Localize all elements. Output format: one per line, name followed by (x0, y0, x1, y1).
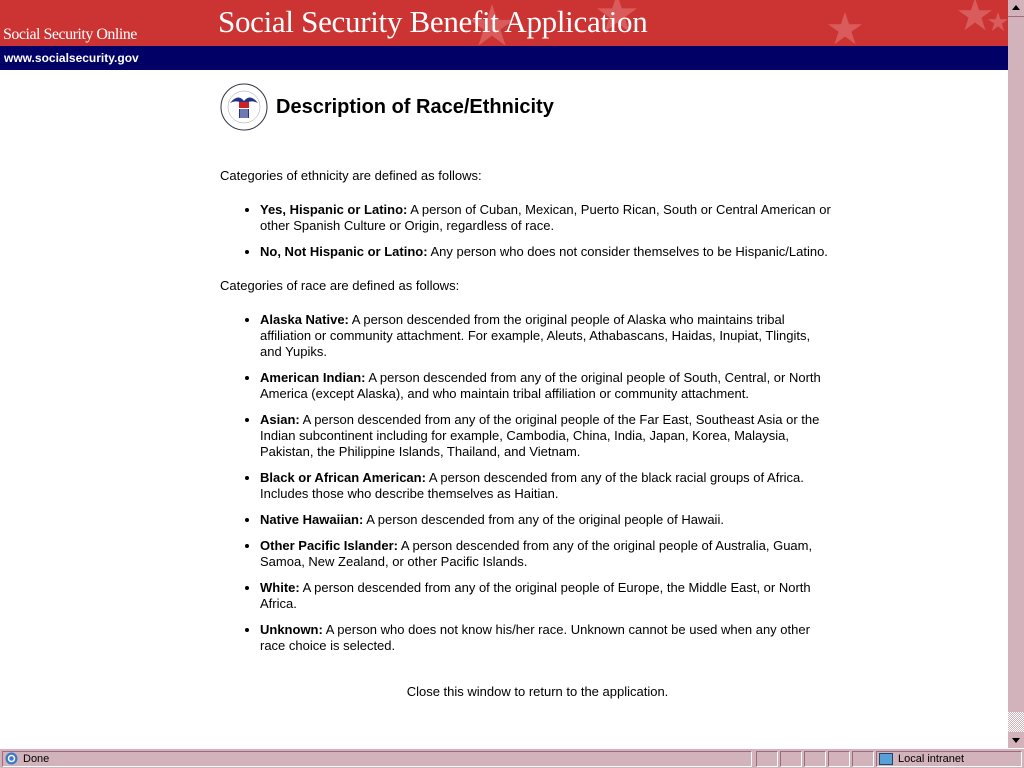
definition: A person descended from any of the black racial groups of Africa. Includes those who describe themselves as Haitian. (260, 470, 804, 501)
ethnicity-list (260, 202, 835, 260)
list-item (260, 412, 835, 460)
star-decoration-icon (828, 12, 862, 46)
security-zone-panel (876, 751, 1022, 767)
term: Black or African American: (260, 470, 426, 485)
header-banner (0, 0, 1008, 46)
status-panel (828, 751, 850, 767)
app-title: Social Security Benefit Application (218, 4, 648, 39)
race-list (260, 312, 835, 654)
ie-page-icon (5, 752, 18, 765)
term: White: (260, 580, 300, 595)
status-text-panel (2, 751, 752, 767)
term: Other Pacific Islander: (260, 538, 398, 553)
term: Native Hawaiian: (260, 512, 364, 527)
scrollbar-track[interactable] (1008, 712, 1024, 732)
site-name[interactable]: Social Security Online (3, 26, 137, 43)
site-url-link[interactable]: www.socialsecurity.gov (4, 51, 139, 65)
definition: A person who does not know his/her race. Unknown cannot be used when any other race choice is selected. (260, 622, 810, 653)
status-bar (0, 748, 1024, 768)
list-item (260, 622, 835, 654)
definition: A person descended from any of the original people of South, Central, or North America (except Alaska), and who maintain tribal affiliation or community attachment. (260, 370, 821, 401)
scroll-up-button[interactable] (1008, 0, 1024, 16)
list-item (260, 512, 835, 528)
list-item (260, 538, 835, 570)
star-decoration-icon (988, 12, 1008, 32)
scrollbar-thumb[interactable] (1008, 16, 1024, 712)
list-item (260, 470, 835, 502)
term: Asian: (260, 412, 300, 427)
page-title: Description of Race/Ethnicity (276, 96, 554, 118)
definition: A person descended from any of the original people of the Far East, Southeast Asia or the Indian subcontinent including for example, Cambodia, China, India, Japan, Korea, Malaysia, Pakistan, the Philippine Islands, Thailand, and Vietnam. (260, 412, 820, 459)
ssa-seal-logo (220, 83, 268, 131)
page-heading (220, 82, 835, 132)
close-window-note: Close this window to return to the application. (406, 684, 669, 699)
status-panel (780, 751, 802, 767)
term: American Indian: (260, 370, 366, 385)
definition: Any person who does not consider themselves to be Hispanic/Latino. (427, 244, 828, 259)
definition: A person of Cuban, Mexican, Puerto Rican, South or Central American or other Spanish Culture or Origin, regardless of race. (260, 202, 831, 233)
definition: A person descended from any of the original people of Australia, Guam, Samoa, New Zealand, or other Pacific Islands. (260, 538, 813, 569)
scroll-down-button[interactable] (1008, 732, 1024, 748)
list-item (260, 580, 835, 612)
list-item (260, 370, 835, 402)
term: No, Not Hispanic or Latino: (260, 244, 428, 259)
term: Yes, Hispanic or Latino: (260, 202, 408, 217)
status-panel (756, 751, 778, 767)
status-panel (852, 751, 874, 767)
intranet-globe-icon (879, 753, 893, 765)
list-item (260, 202, 835, 234)
ethnicity-intro: Categories of ethnicity are defined as follows: (220, 168, 482, 183)
definition: A person descended from any of the original people of Europe, the Middle East, or North Africa. (260, 580, 811, 611)
status-panel (804, 751, 826, 767)
definition: A person descended from any of the original people of Hawaii. (363, 512, 724, 527)
list-item (260, 312, 835, 360)
vertical-scrollbar[interactable] (1008, 0, 1024, 748)
term: Unknown: (260, 622, 323, 637)
star-decoration-icon (958, 0, 992, 32)
main-content (220, 82, 835, 700)
race-intro: Categories of race are defined as follows: (220, 278, 460, 293)
list-item (260, 244, 835, 260)
term: Alaska Native: (260, 312, 349, 327)
definition: A person descended from the original people of Alaska who maintains tribal affiliation or community attachment. For example, Aleuts, Athabascans, Haidas, Inupiat, Tlingits, and Yupiks. (260, 312, 811, 359)
nav-bar (0, 46, 1008, 70)
zone-label: Local intranet (898, 753, 965, 765)
status-text: Done (23, 753, 50, 765)
